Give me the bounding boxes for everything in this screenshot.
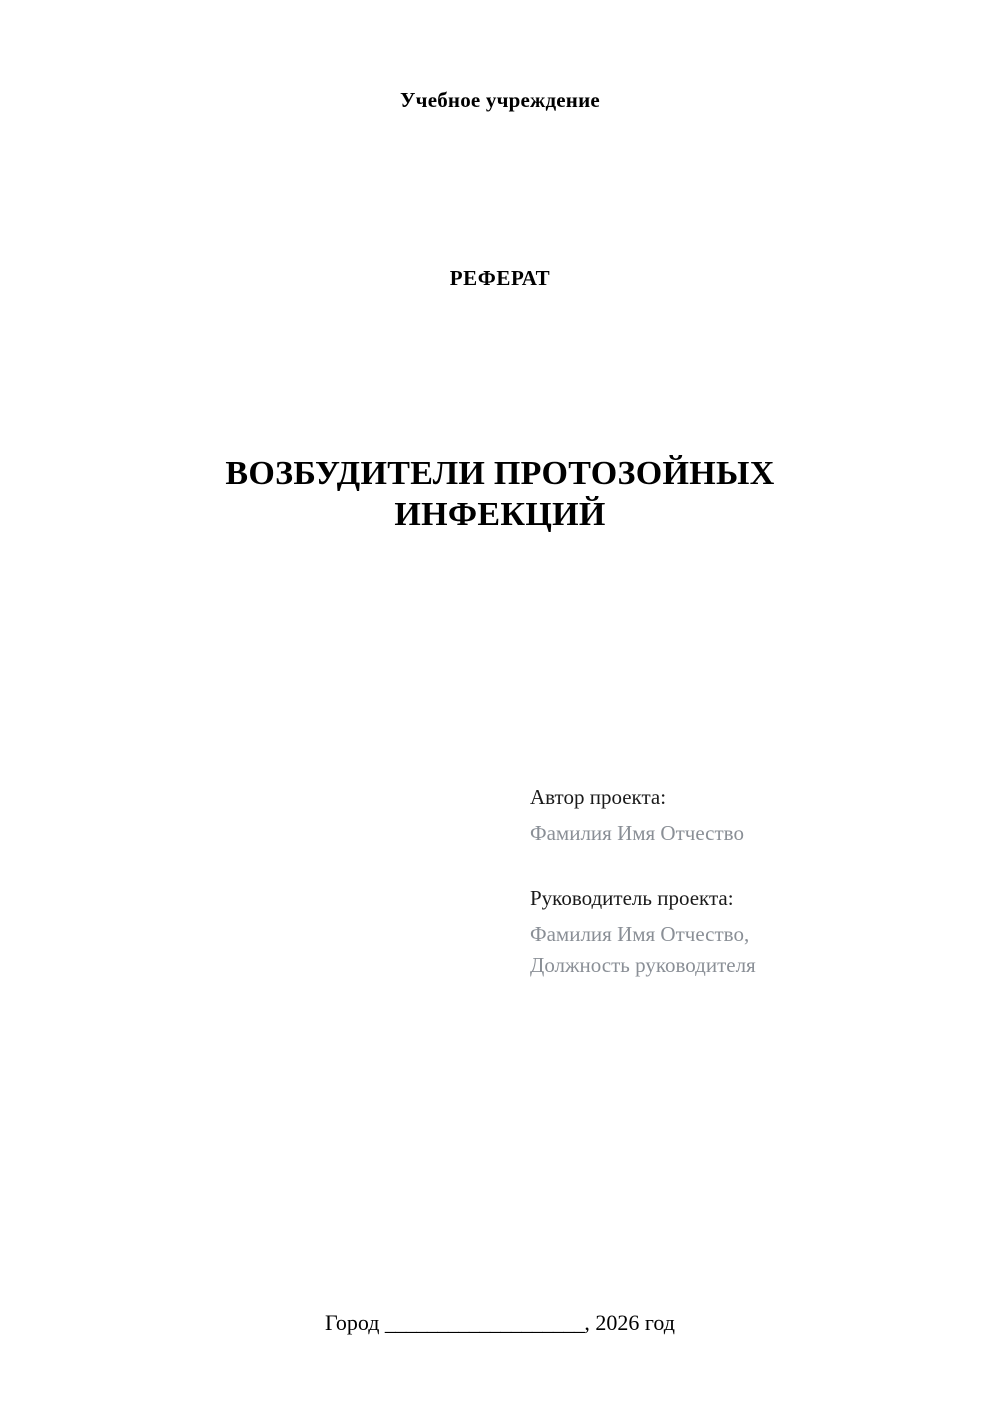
supervisor-block xyxy=(530,883,910,980)
supervisor-label: Руководитель проекта: xyxy=(530,885,734,910)
page-footer xyxy=(0,1310,1000,1336)
city-label: Город xyxy=(325,1310,380,1335)
credits-section xyxy=(530,782,910,1014)
document-type-heading: РЕФЕРАТ xyxy=(449,266,551,290)
supervisor-value xyxy=(530,919,910,980)
author-name-placeholder: Фамилия Имя Отчество xyxy=(530,821,744,846)
author-label: Автор проекта: xyxy=(530,785,667,809)
city-blank-line: ___________________ xyxy=(384,1310,585,1335)
institution-name: Учебное учреждение xyxy=(400,88,600,112)
supervisor-name-placeholder: Фамилия Имя Отчество, xyxy=(530,922,750,947)
supervisor-position-placeholder: Должность руководителя xyxy=(530,952,756,977)
document-title: ВОЗБУДИТЕЛИ ПРОТОЗОЙНЫХ ИНФЕКЦИЙ xyxy=(225,454,775,534)
author-block xyxy=(530,782,910,849)
year-text: , 2026 год xyxy=(584,1310,675,1335)
